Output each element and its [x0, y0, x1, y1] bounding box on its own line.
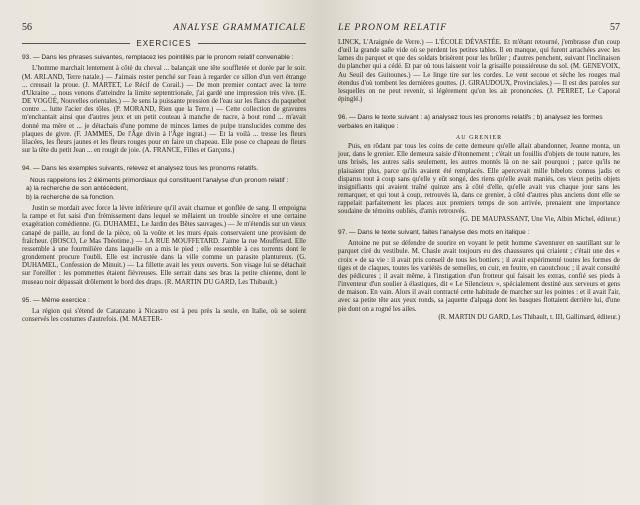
left-running-head — [22, 22, 306, 33]
page-number-right: 57 — [610, 22, 620, 33]
exercise-93-instruction: 93. — Dans les phrases suivantes, remplacez les pointillés par le pronom relatif convenable : — [22, 54, 294, 61]
right-page — [320, 0, 640, 505]
exercise-96-text: Puis, en rôdant par tous les coins de cette demeure qu'elle allait abandonner, Jeanne monta, un jour, dans le grenier. Elle demeura saisie d'étonnement ; c'était un fouillis d'objets de toute nature, les uns brisés, les autres salis seulement, les autres montés là on ne sait pourquoi ; parce qu'ils ne plaisaient plus, parce qu'ils avaient été remplacés. Elle apercevait mille bibelots connus jadis et disparus tout à coup sans qu'elle y eût songé, des riens qu'elle avait maniés, ces vieux petits objets insignifiants qui avaient traîné quinze ans à côté d'elle, qu'elle avait vus chaque jour sans les remarquer, et qui tout à coup, retrouvés là, dans ce grenier, à côté d'autres plus anciens dont elle se rappelait parfaitement les places aux premiers temps de son arrivée, prenaient une importance soudaine de témoins oubliés, d'amis retrouvés. — [338, 143, 620, 216]
exercise-94-text: Justin se mordait avec force la lèvre inférieure qu'il avait charnue et gonflée de sang. Il empoigna la rampe et fut saisi d'un frémissement dans lequel se mêlaient un trouble sincère et une certaine exagération comédienne. (G. DUHAMEL, Le Jardin des Bêtes sauvages.) — Je m'étendis sur un vieux canapé de paille, au fond de la pièce, où la voûte et les murs épais conservaient une provision de fraîcheur. (BOSCO, Le Mas Théotime.) — LA RUE MOUFFETARD. J'aime la rue Mouffetard. Elle ressemble à une fourmilière dans laquelle on a mis le pied ; elle ressemble à ces torrents dont le grondement procure l'oubli. Elle est incrustée dans la ville comme un parasite plantureux. (G. DUHAMEL, Confession de Minuit.) — La fillette avait les yeux ouverts. Son visage lui se détachait sur l'oreiller : les pommettes étaient fiévreuses. Elle serrait dans ses bras la petite chienne, dont le museau noir dépassait drôlement le bord des draps. (R. MARTIN DU GARD, Les Thibault.) — [22, 205, 306, 286]
exercise-95-text: La région qui s'étend de Catanzano à Nicastro est à peu près la seule, en Italie, où se soient conservés les costumes d'autrefois. (M. MAETER- — [22, 308, 306, 324]
section-title: EXERCICES — [22, 39, 306, 48]
exercise-97-instruction: 97. — Dans le texte suivant, faites l'analyse des mots en italique : — [338, 228, 530, 236]
exercise-96-instruction: 96. — Dans le texte suivant : a) analysez tous les pronoms relatifs ; b) analysez les formes verbales en italique : — [338, 114, 603, 130]
exercise-95-instruction: 95. — Même exercice : — [22, 296, 90, 304]
exercise-96-subhead: AU GRENIER — [455, 135, 503, 142]
exercise-97-text: Antoine ne put se défendre de sourire en voyant le petit homme s'aventurer en sautillant sur le parquet ciré du vestibule. M. Chasle avait toujours eu des chaussures qui criaient ; c'était une des « croix » de sa vie : il avait pris conseil de tous les bottiers ; il avait expérimenté toutes les formes de tiges et de claques, toutes les variétés de semelles, en cuir, en feutre, en caoutchouc ; il avait consulté des pédicures ; il avait même, à l'instigation d'un frotteur qui faisait les extras, confié ses pieds à l'inventeur d'un soulier à élastiques, dit « Le Silencieux », spécialement destiné aux serveurs et gens de maison. En vain. Alors il avait contracté cette habitude de marcher sur les pointes : et il avait l'air, avec sa petite tête aux yeux ronds, sa jaquette d'alpaga dont les basques flottaient derrière lui, d'une pie dont on a rogné les ailes. — [338, 240, 620, 313]
exercise-97-source: (R. MARTIN DU GARD, Les Thibault, t. III, Gallimard, éditeur.) — [438, 313, 620, 321]
exercise-95-continued: LINCK, L'Araignée de Verre.) — L'ÉCOLE DÉVASTÉE. Et m'étant retourné, j'embrasse d'un coup d'œil la grande salle vide où se perdent les petites tables. Il en manque, qui furent arrachées avec les lames du parquet et que des soldats brisèrent pour les brûler ; d'autres penchent, suivant l'inclinaison du plancher qui a cédé. Et par où tous laissent voir la grisaille poussiéreuse du sol. (M. GENEVOIX, Au Seuil des Guitounes.) — Le linge tire sur les cordes. Le vent secoue et sèche les rouges mal étendus d'où tombent les dernières gouttes. (J. GIRAUDOUX, Provinciales.) — Il est des paroles sur lesquelles on ne peut revenir, si légèrement qu'on les ait prononcées. (J. PERRET, Le Caporal épinglé.) — [338, 39, 620, 104]
exercise-94-note: Nous rappelons les 2 éléments primordiaux qui constituent l'analyse d'un pronom relatif : — [30, 176, 289, 184]
running-head-left: ANALYSE GRAMMATICALE — [173, 23, 306, 33]
item-b: b) la recherche de sa fonction. — [26, 193, 115, 201]
right-running-head — [338, 22, 620, 33]
exercise-94-items — [26, 185, 306, 202]
item-a: a) la recherche de son antécédent, — [26, 184, 128, 192]
exercise-93-text: L'homme marchait lentement à côté du cheval ... balançait une tête souffletée et dorée par le soir. (M. ARLAND, Terre natale.) — J'aimais rester penché sur l'eau à regarder ce sillon d'un vert étrange ... creusait la proue. (J. MARTET, Le Récif de Corail.) — De mon premier contact avec la terre d'Ukraine ... nous venons d'atteindre la limite septentrionale, j'ai gardé une impression très vive. (E. DE VOGÜÉ, Nouvelles orientales.) — Je sens la puissante pression de l'eau sur les flancs du paquebot contre ... lutte l'acier des tôles. (P. MORAND, Rien que la Terre.) — Cette collection de gravures m'enchantait ainsi que d'autres jeux et un petit couteau à manche de nacre, à bout rond ... m'avait donné ma mère et ... je détachais d'une pomme de minces lames de pulpe translucides comme des plaques de givre. (F. JAMMES, De l'Âge divin à l'Âge ingrat.) — Et la voilà ... tresse les fleurs lilacées, les fleurs jaunes et les fleurs rouges pour en faire un chapeau. Elle pose ce chapeau de fleurs sur la tête du petit Jean ... en rougit de joie. (A. FRANCE, Filles et Garçons.) — [22, 65, 306, 154]
page-number-left: 56 — [22, 22, 32, 33]
exercise-96-source: (G. DE MAUPASSANT, Une Vie, Albin Michel, éditeur.) — [460, 216, 620, 224]
running-head-right: LE PRONOM RELATIF — [338, 23, 448, 33]
exercise-94-instruction: 94. — Dans les exemples suivants, relevez et analysez tous les pronoms relatifs. — [22, 165, 259, 173]
